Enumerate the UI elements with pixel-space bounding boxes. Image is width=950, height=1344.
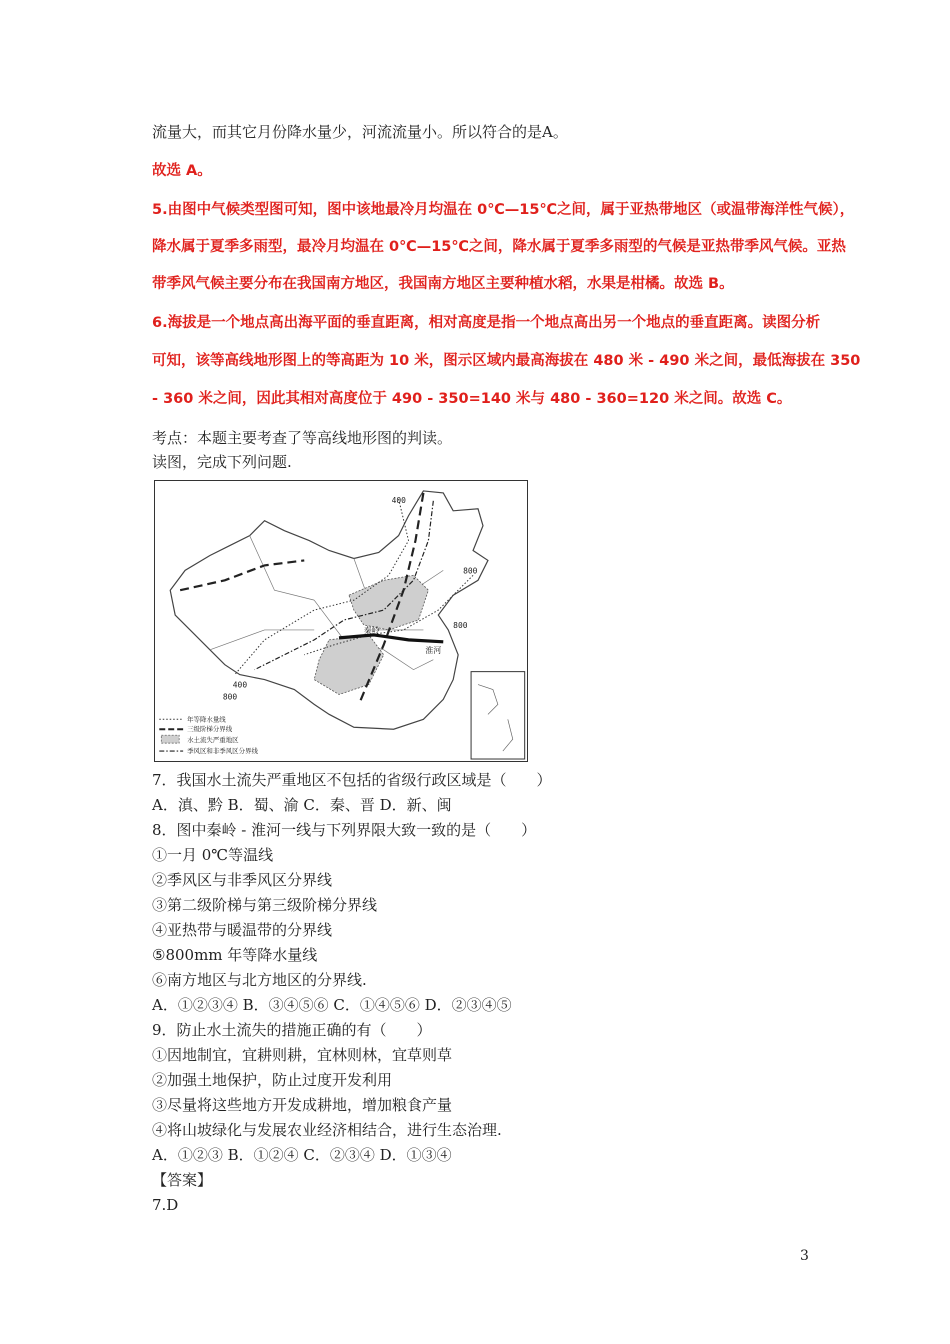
question-9-item: ①因地制宜，宜耕则耕，宜林则林，宜草则草 <box>152 1046 453 1064</box>
question-9-item: ②加强土地保护，防止过度开发利用 <box>152 1071 393 1089</box>
question-8-item: ①一月 0℃等温线 <box>152 846 274 864</box>
instruction-text: 读图，完成下列问题. <box>152 453 292 471</box>
question-7: 7．我国水土流失严重地区不包括的省级行政区域是（ ） <box>152 771 552 789</box>
question-8-item: ②季风区与非季风区分界线 <box>152 871 333 889</box>
map-label-400-north: 400 <box>391 495 406 505</box>
china-map-figure <box>154 480 528 762</box>
paragraph-text: 流量大，而其它月份降水量少，河流流量小。所以符合的是A。 <box>152 123 568 141</box>
explanation-5-line2: 降水属于夏季多雨型，最冷月均温在 0℃—15℃之间，降水属于夏季多雨型的气候是亚热带季风气候。亚热 <box>152 239 846 255</box>
china-outline <box>170 491 488 729</box>
map-legend <box>159 714 258 755</box>
explanation-5-line1: 5.由图中气候类型图可知，图中该地最冷月均温在 0℃—15℃之间，属于亚热带地区（或温带海洋性气候）， <box>152 202 855 218</box>
map-label-qinling: 秦岭 <box>363 625 380 635</box>
question-8-item: ③第二级阶梯与第三级阶梯分界线 <box>152 896 378 914</box>
legend-monsoon-boundary: 季风区和非季风区分界线 <box>187 747 258 756</box>
map-label-800-west: 800 <box>222 692 238 702</box>
map-label-400-west: 400 <box>232 680 248 690</box>
explanation-6-line2: 可知，该等高线地形图上的等高距为 10 米，图示区域内最高海拔在 480 米 - 490 米之间，最低海拔在 350 <box>152 353 861 369</box>
question-8-options: A．①②③④ B．③④⑤⑥ C．①④⑤⑥ D．②③④⑤ <box>152 996 512 1014</box>
question-8: 8．图中秦岭 - 淮河一线与下列界限大致一致的是（ ） <box>152 821 537 839</box>
map-label-800-north: 800 <box>463 566 478 576</box>
question-9-item: ④将山坡绿化与发展农业经济相结合，进行生态治理. <box>152 1121 502 1139</box>
question-9: 9．防止水土流失的措施正确的有（ ） <box>152 1021 432 1039</box>
map-label-800-east: 800 <box>453 620 468 630</box>
answer-7: 7.D <box>152 1196 179 1214</box>
question-9-item: ③尽量将这些地方开发成耕地，增加粮食产量 <box>152 1096 453 1114</box>
explanation-6-line3: - 360 米之间，因此其相对高度位于 490 - 350=140 米与 480 - 360=120 米之间。故选 C。 <box>152 391 792 407</box>
legend-erosion-area: 水土流失严重地区 <box>187 736 239 745</box>
question-7-options: A．滇、黔 B．蜀、渝 C．秦、晋 D．新、闽 <box>152 796 452 814</box>
legend-step-boundary: 三级阶梯分界线 <box>187 725 233 734</box>
page-number: 3 <box>800 1248 809 1264</box>
map-label-huaihe: 淮河 <box>425 645 442 655</box>
answer-heading: 【答案】 <box>152 1171 213 1189</box>
kaodian-text: 考点：本题主要考查了等高线地形图的判读。 <box>152 429 453 447</box>
explanation-5-line3: 带季风气候主要分布在我国南方地区，我国南方地区主要种植水稻，水果是柑橘。故选 B。 <box>152 276 734 292</box>
question-9-options: A．①②③ B．①②④ C．②③④ D．①③④ <box>152 1146 452 1164</box>
explanation-6-line1: 6.海拔是一个地点高出海平面的垂直距离，相对高度是指一个地点高出另一个地点的垂直距离。读图分析 <box>152 315 821 331</box>
answer-text: 故选 A。 <box>152 163 212 179</box>
china-map-svg <box>155 481 527 761</box>
question-8-item: ④亚热带与暖温带的分界线 <box>152 921 333 939</box>
legend-precip-line: 年等降水量线 <box>187 715 226 724</box>
question-8-item: ⑥南方地区与北方地区的分界线. <box>152 971 367 989</box>
question-8-item: ⑤800mm 年等降水量线 <box>152 946 318 964</box>
